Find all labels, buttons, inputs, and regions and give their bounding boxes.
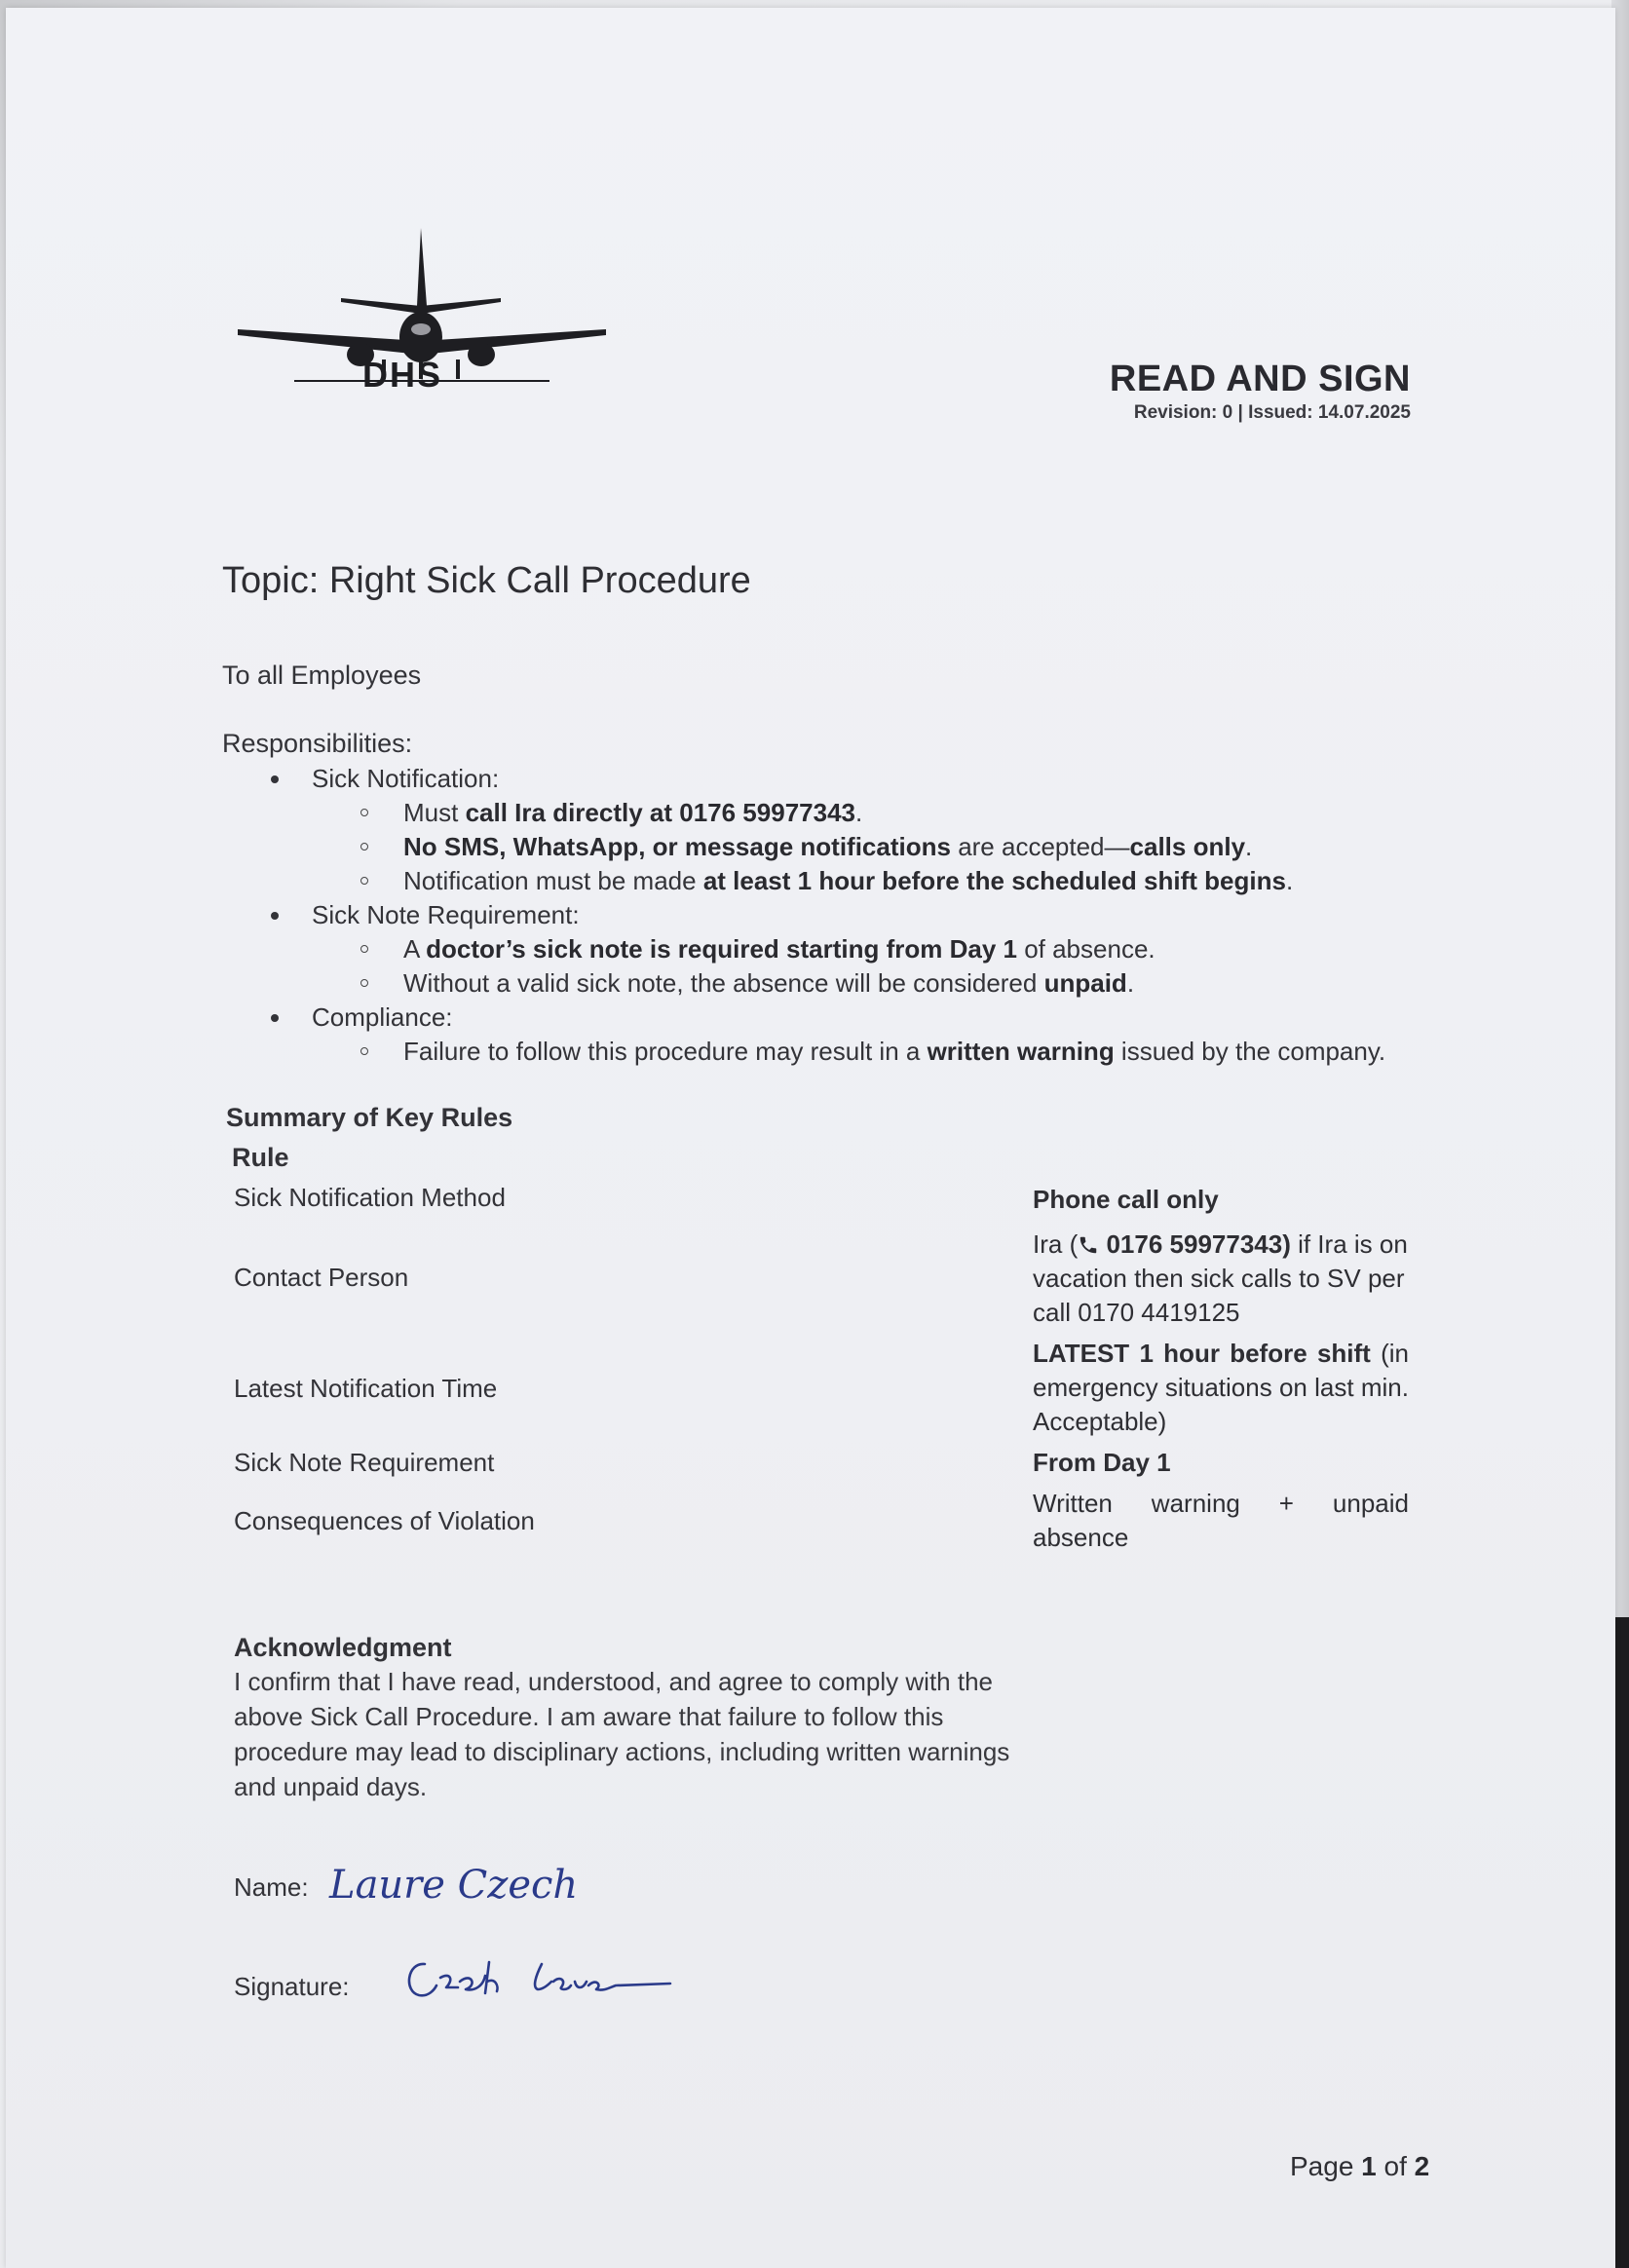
emphasis: No SMS, WhatsApp, or message notifications bbox=[403, 832, 951, 861]
greeting: To all Employees bbox=[222, 661, 422, 690]
acknowledgment-title: Acknowledgment bbox=[234, 1633, 452, 1662]
text-fragment: Without a valid sick note, the absence will be considered bbox=[403, 968, 1044, 998]
phone-icon bbox=[1078, 1234, 1099, 1256]
revision-meta: Revision: 0 | Issued: 14.07.2025 bbox=[1133, 402, 1411, 423]
current-page: 1 bbox=[1361, 2151, 1377, 2181]
emphasis: calls only bbox=[1129, 832, 1246, 861]
rule-label: Consequences of Violation bbox=[234, 1506, 535, 1535]
text-fragment: are accepted— bbox=[950, 832, 1130, 861]
signature-label: Signature: bbox=[234, 1972, 350, 2001]
emphasis: unpaid bbox=[1043, 968, 1127, 998]
page-number bbox=[1290, 2151, 1429, 2182]
rule-value bbox=[1033, 1337, 1409, 1439]
text-fragment: LATEST 1 hour before shift bbox=[1033, 1339, 1371, 1368]
list-subitem bbox=[222, 1035, 1411, 1069]
total-pages: 2 bbox=[1414, 2151, 1430, 2181]
text-fragment: . bbox=[1285, 866, 1294, 895]
page-title: Topic: Right Sick Call Procedure bbox=[222, 560, 751, 601]
text-fragment: issued by the company. bbox=[1114, 1037, 1386, 1066]
handwritten-name bbox=[323, 1851, 616, 1919]
text-fragment: . bbox=[1245, 832, 1253, 861]
emphasis: call Ira directly at 0176 59977343 bbox=[465, 798, 855, 827]
emphasis: at least 1 hour before the scheduled shift begins bbox=[702, 866, 1286, 895]
text-fragment: . bbox=[1126, 968, 1135, 998]
list-subitem bbox=[222, 796, 1411, 830]
summary-title: Summary of Key Rules bbox=[226, 1103, 513, 1132]
emphasis: doctor’s sick note is required starting from Day 1 bbox=[426, 934, 1017, 964]
rule-label: Sick Note Requirement bbox=[234, 1448, 495, 1477]
text-fragment: Notification must be made bbox=[403, 866, 703, 895]
acknowledgment-body: I confirm that I have read, understood, and agree to comply with the above Sick Call Procedure. I am aware that failure to follow this procedure may lead to disciplinary actions, including written warnings and unpaid days. bbox=[234, 1667, 1010, 1801]
logo-text: DHS bbox=[362, 355, 443, 395]
text-fragment: Failure to follow this procedure may result in a bbox=[403, 1037, 928, 1066]
list-subitem bbox=[222, 966, 1411, 1001]
sick-note-label: Sick Note Requirement: bbox=[312, 900, 580, 929]
emphasis: written warning bbox=[927, 1037, 1115, 1066]
text-fragment: of bbox=[1376, 2151, 1415, 2181]
list-subitem bbox=[222, 830, 1411, 864]
rule-value: From Day 1 bbox=[1033, 1448, 1171, 1477]
rule-value: Phone call only bbox=[1033, 1185, 1219, 1214]
text-fragment: Must bbox=[403, 798, 466, 827]
rule-label: Latest Notification Time bbox=[234, 1374, 498, 1403]
text-fragment: Ira ( bbox=[1033, 1229, 1079, 1259]
rule-column-header: Rule bbox=[232, 1143, 289, 1172]
list-subitem bbox=[222, 932, 1411, 966]
rule-label: Contact Person bbox=[234, 1263, 409, 1292]
text-fragment: (in emergency situations on last min. Acceptable) bbox=[1033, 1339, 1409, 1436]
rule-label: Sick Notification Method bbox=[234, 1183, 506, 1212]
handwritten-name-text: Laure Czech bbox=[329, 1863, 579, 1908]
name-label: Name: bbox=[234, 1872, 309, 1902]
list-item bbox=[222, 898, 1411, 932]
document-type-title: READ AND SIGN bbox=[1109, 359, 1411, 399]
text-fragment: if Ira is on vacation then sick calls to SV per call 0170 4419125 bbox=[1033, 1229, 1408, 1327]
responsibilities-heading: Responsibilities: bbox=[222, 729, 413, 758]
rule-value bbox=[1033, 1228, 1409, 1330]
document-page bbox=[6, 8, 1615, 2268]
compliance-label: Compliance: bbox=[312, 1002, 453, 1032]
rule-value: Written warning + unpaid absence bbox=[1033, 1489, 1409, 1552]
text-fragment: Page bbox=[1290, 2151, 1362, 2181]
text-fragment: A bbox=[403, 934, 427, 964]
signature-drawing bbox=[396, 1943, 678, 2011]
responsibilities-list bbox=[222, 762, 1411, 1069]
list-item bbox=[222, 762, 1411, 796]
text-fragment: . bbox=[855, 798, 863, 827]
background-edge bbox=[1615, 1617, 1629, 2268]
sick-notification-label: Sick Notification: bbox=[312, 764, 500, 793]
document-header bbox=[1076, 359, 1411, 424]
company-logo bbox=[236, 228, 612, 403]
text-fragment: of absence. bbox=[1016, 934, 1155, 964]
list-subitem bbox=[222, 864, 1411, 898]
text-fragment: 0176 59977343) bbox=[1099, 1229, 1291, 1259]
list-item bbox=[222, 1001, 1411, 1035]
